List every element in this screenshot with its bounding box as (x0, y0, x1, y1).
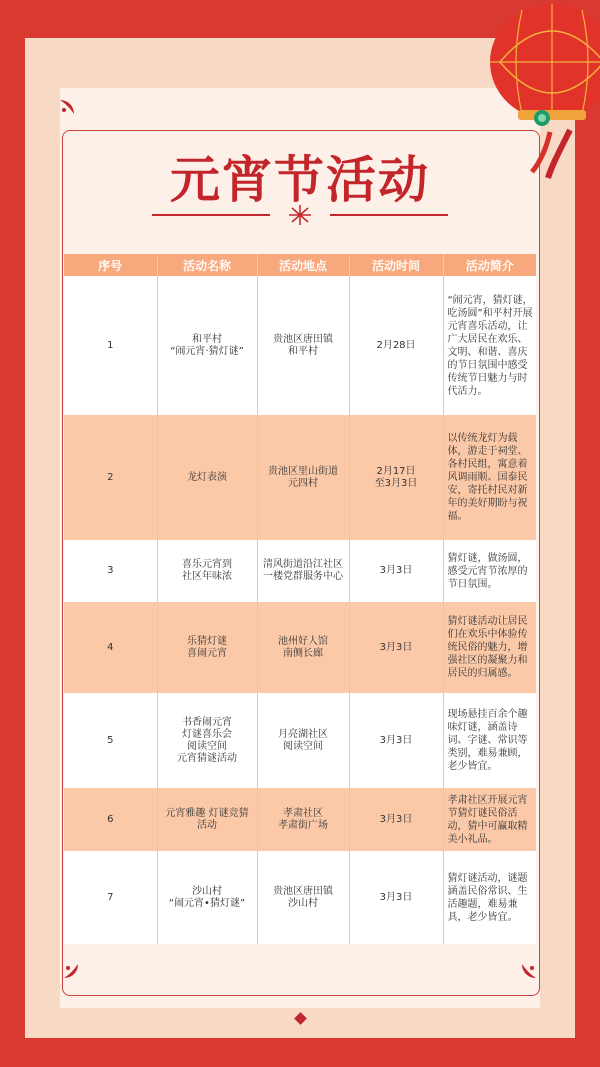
cell-name: 喜乐元宵到 社区年味浓 (157, 540, 257, 602)
title-divider-right (330, 214, 448, 216)
cell-desc: 猜灯谜活动，谜题涵盖民俗常识、生活趣题，难易兼具，老少皆宜。 (447, 872, 528, 923)
cell-desc: 以传统龙灯为载体，游走于祠堂、各村民组，寓意着风调雨顺、国泰民安，寄托村民对新年的美好期盼与祝福。 (447, 433, 528, 522)
cell-name: 沙山村 “闹元宵•猜灯谜” (157, 851, 257, 944)
corner-ornament-icon (522, 964, 536, 978)
cell-no: 7 (64, 851, 157, 944)
cell-place: 清风街道沿江社区一楼党群服务中心 (257, 540, 349, 602)
table-header-row (64, 254, 536, 276)
cell-place: 孝肃社区 孝肃街广场 (257, 788, 349, 851)
cell-no: 4 (64, 602, 157, 693)
table-row (64, 693, 536, 788)
cell-desc: 孝肃社区开展元宵节猜灯谜民俗活动，猜中可赢取精美小礼品。 (447, 794, 528, 845)
cell-time: 3月3日 (349, 788, 443, 851)
burst-ornament-icon (285, 204, 315, 226)
cell-time: 3月3日 (349, 602, 443, 693)
cell-no: 6 (64, 788, 157, 851)
cell-place: 贵池区唐田镇 沙山村 (257, 851, 349, 944)
table-row (64, 540, 536, 602)
cell-name: 和平村 “闹元宵·猜灯谜” (157, 276, 257, 415)
cell-desc: 猜灯谜，做汤圆，感受元宵节浓厚的节日氛围。 (447, 552, 528, 590)
cell-no: 5 (64, 693, 157, 788)
cell-name: 乐猜灯谜 喜闹元宵 (157, 602, 257, 693)
page-title: 元宵节活动 (170, 150, 430, 209)
cell-time: 2月17日 至3月3日 (349, 415, 443, 540)
corner-ornament-icon (60, 100, 74, 114)
corner-ornament-icon (64, 964, 78, 978)
cell-time: 3月3日 (349, 851, 443, 944)
table-row (64, 788, 536, 851)
cell-name: 书香闹元宵 灯谜喜乐会 阅读空间 元宵猜谜活动 (157, 693, 257, 788)
header-cell: 活动名称 (157, 254, 257, 276)
cell-desc: “闹元宵，猜灯谜，吃汤圆”和平村开展元宵喜乐活动，让广大居民在欢乐、文明、和谐、喜庆的节日氛围中感受传统节日魅力与时代活力。 (447, 294, 533, 397)
cell-desc: 现场悬挂百余个趣味灯谜，涵盖诗词、字谜、常识等类别，难易兼顾，老少皆宜。 (447, 709, 528, 772)
header-cell: 活动简介 (443, 254, 536, 276)
cell-place: 月亮湖社区 阅读空间 (257, 693, 349, 788)
cell-desc: 猜灯谜活动让居民们在欢乐中体验传统民俗的魅力，增强社区的凝聚力和居民的归属感。 (447, 616, 528, 679)
header-cell: 活动时间 (349, 254, 443, 276)
cell-name: 龙灯表演 (157, 415, 257, 540)
table-row (64, 415, 536, 540)
table-row (64, 276, 536, 415)
title-divider-left (152, 214, 270, 216)
cell-time: 2月28日 (349, 276, 443, 415)
table-row (64, 602, 536, 693)
header-cell: 序号 (64, 254, 157, 276)
activity-table (64, 254, 536, 944)
cell-no: 1 (64, 276, 157, 415)
cell-no: 3 (64, 540, 157, 602)
cell-time: 3月3日 (349, 693, 443, 788)
cell-place: 贵池区里山街道 元四村 (257, 415, 349, 540)
cell-place: 贵池区唐田镇 和平村 (257, 276, 349, 415)
cell-time: 3月3日 (349, 540, 443, 602)
cell-place: 池州好人馆 南侧长廊 (257, 602, 349, 693)
cell-no: 2 (64, 415, 157, 540)
header-cell: 活动地点 (257, 254, 349, 276)
table-row (64, 851, 536, 944)
cell-name: 元宵雅趣 灯谜竞猜 活动 (157, 788, 257, 851)
